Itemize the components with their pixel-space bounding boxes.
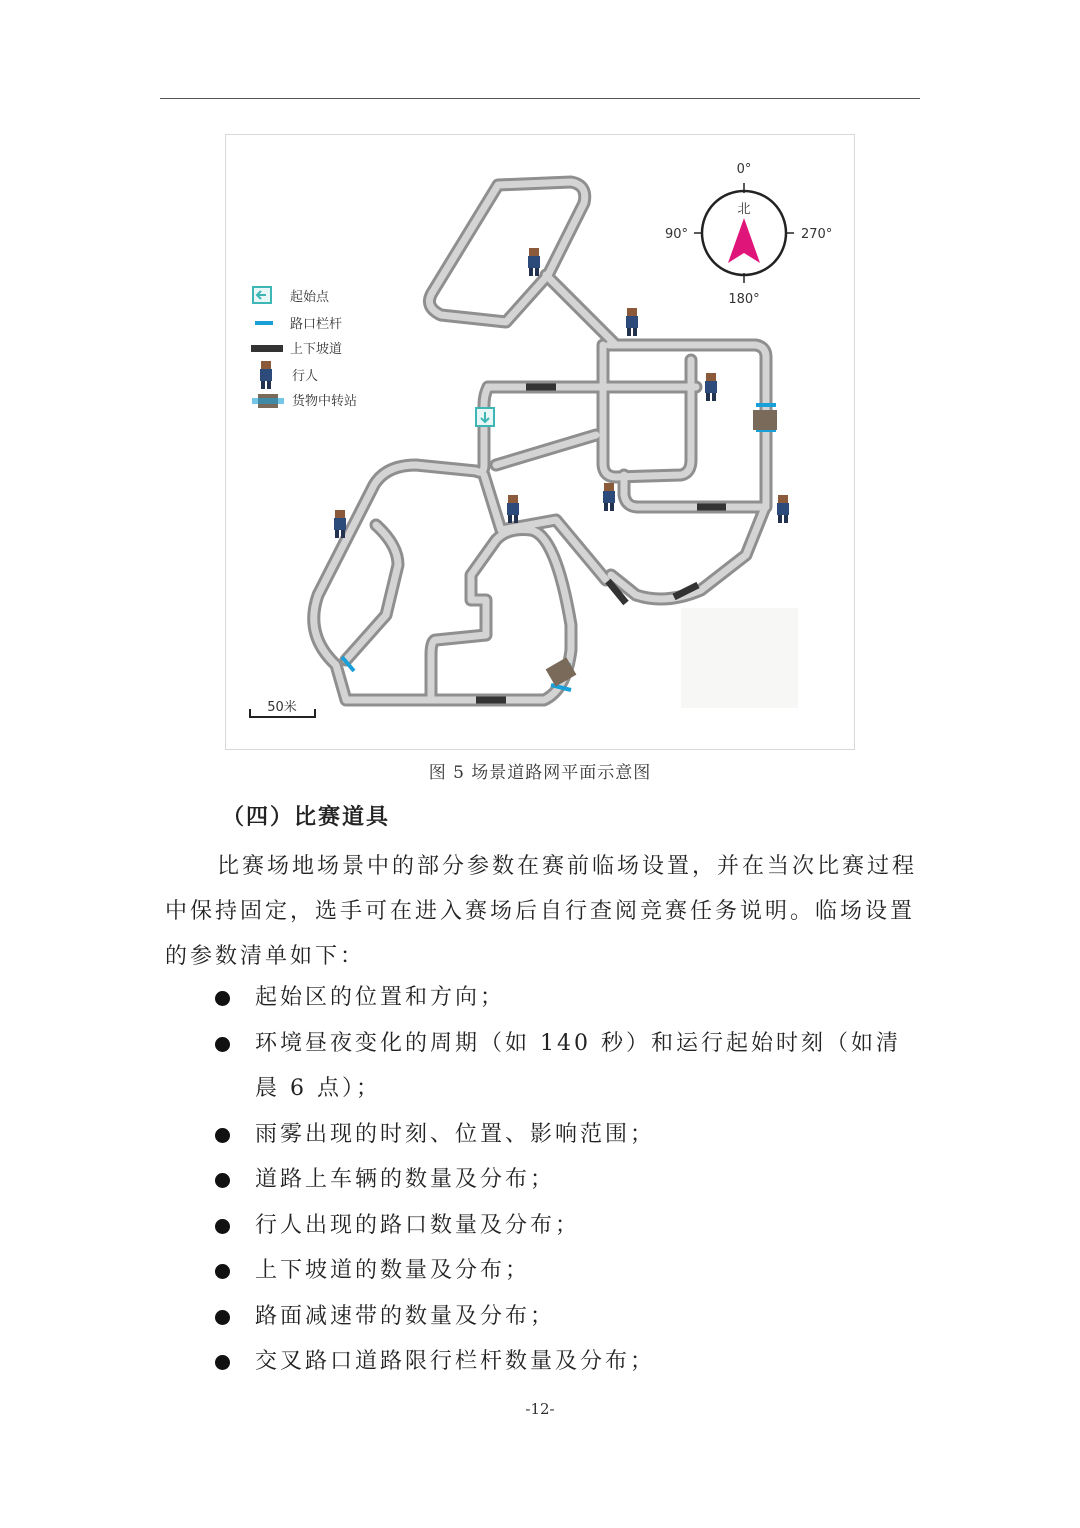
scale-bar	[250, 699, 315, 717]
scale-label: 50米	[267, 700, 297, 715]
parameter-list	[215, 975, 920, 1385]
list-item: 雨雾出现的时刻、位置、影响范围；	[215, 1112, 920, 1158]
intro-paragraph-text: 比赛场地场景中的部分参数在赛前临场设置，并在当次比赛过程中保持固定，选手可在进入赛场后自行查阅竞赛任务说明。临场设置的参数清单如下：	[165, 854, 918, 969]
list-item: 上下坡道的数量及分布；	[215, 1248, 920, 1294]
bullet-icon	[215, 991, 230, 1006]
legend-start-label: 起始点	[290, 290, 330, 305]
legend-pedestrian-icon	[260, 361, 272, 389]
legend-barrier-icon	[255, 321, 273, 325]
compass-center-label: 北	[737, 202, 751, 217]
bullet-icon	[215, 1128, 230, 1143]
legend	[251, 287, 357, 409]
page-number: -12-	[525, 1400, 555, 1418]
list-item: 行人出现的路口数量及分布；	[215, 1203, 920, 1249]
compass-top-label: 0°	[736, 162, 752, 177]
section-heading: （四）比赛道具	[222, 804, 391, 830]
legend-pedestrian-label: 行人	[292, 369, 319, 384]
figure-caption: 图 5 场景道路网平面示意图	[428, 763, 652, 783]
legend-ramp-label: 上下坡道	[290, 342, 343, 357]
list-item: 环境昼夜变化的周期（如 140 秒）和运行起始时刻（如清晨 6 点）；	[215, 1021, 920, 1112]
bullet-icon	[215, 1173, 230, 1188]
blank-area	[681, 608, 798, 708]
bullet-icon	[215, 1037, 230, 1052]
bullet-icon	[215, 1219, 230, 1234]
compass-bottom-label: 180°	[728, 292, 760, 307]
legend-ramp-icon	[251, 345, 283, 352]
legend-cargo-label: 货物中转站	[292, 394, 358, 409]
list-item: 道路上车辆的数量及分布；	[215, 1157, 920, 1203]
list-item: 路面减速带的数量及分布；	[215, 1294, 920, 1340]
compass-right-label: 270°	[801, 227, 833, 242]
compass	[665, 162, 832, 307]
bullet-icon	[215, 1264, 230, 1279]
road-network-map	[226, 135, 854, 749]
list-item: 交叉路口道路限行栏杆数量及分布；	[215, 1339, 920, 1385]
start-point-marker	[476, 408, 494, 426]
compass-left-label: 90°	[664, 227, 688, 242]
road-network-figure	[225, 134, 855, 750]
intro-paragraph	[165, 844, 917, 979]
list-item: 起始区的位置和方向；	[215, 975, 920, 1021]
legend-barrier-label: 路口栏杆	[290, 317, 343, 332]
bullet-icon	[215, 1355, 230, 1370]
bullet-icon	[215, 1310, 230, 1325]
header-rule	[160, 98, 920, 99]
